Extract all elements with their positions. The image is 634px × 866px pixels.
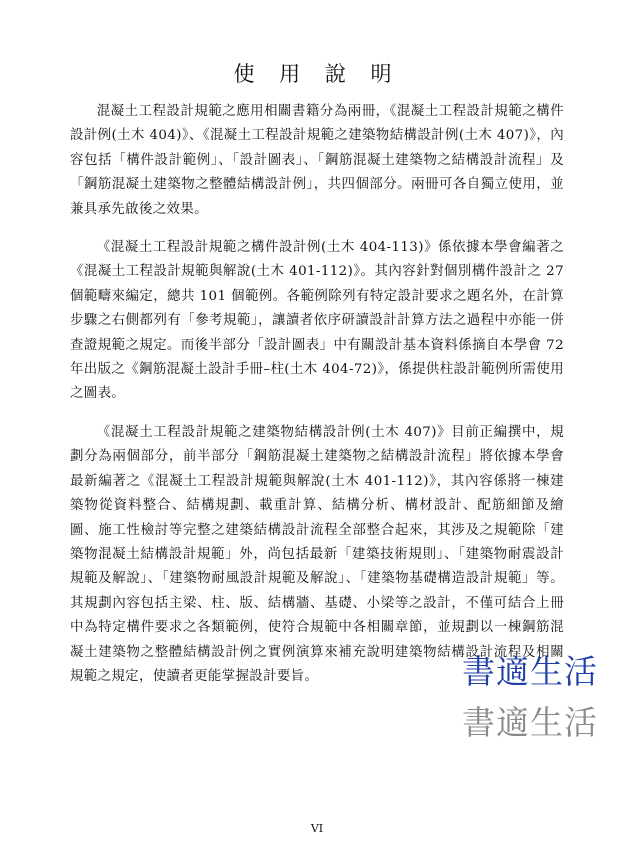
body-text	[70, 100, 564, 703]
page-number: VI	[310, 822, 324, 835]
paragraph-2: 《混凝土工程設計規範之構件設計例(土木 404-113)》係依據本學會編著之《混凝土工程設計規範與解說(土木 401-112)》。其內容針對個別構件設計之 27 個範疇來編定，總共 101 個範例。各範例除列有特定設計要求之題名外，在計算步驟之右側都列有「參考規範」，讓讀者依序研讀設計計算方法之過程中亦能一併查證規範之規定。而後半部分「設計圖表」中有關設計基本資料係摘自本學會 72 年出版之《鋼筋混凝土設計手冊–柱(土木 404-72)》，係提供柱設計範例所需使用之圖表。	[70, 240, 564, 402]
watermark-blue: 書適生活	[462, 652, 598, 691]
paragraph-3: 《混凝土工程設計規範之建築物結構設計例(土木 407)》目前正編撰中，規劃分為兩個部分，前半部分「鋼筋混凝土建築物之結構設計流程」將依據本學會最新編著之《混凝土工程設計規範與解說(土木 401-112)》，其內容係將一棟建築物從資料整合、結構規劃、載重計算、結構分析、構材設計、配筋細節及繪圖、施工性檢討等完整之建築結構設計流程全部整合起來，其涉及之規範除「建築物混凝土結構設計規範」外，尚包括最新「建築技術規則」、「建築物耐震設計規範及解說」、「建築物耐風設計規範及解說」、「建築物基礎構造設計規範」等。其規劃內容包括主梁、柱、版、結構牆、基礎、小梁等之設計，不僅可結合上冊中為特定構件要求之各類範例，使符合規範中各相關章節，並規劃以一棟鋼筋混凝土建築物之整體結構設計例之實例演算來補充說明建築物結構設計流程及相關規範之規定，使讀者更能掌握設計要旨。	[70, 424, 564, 684]
page-title: 使 用 說 明	[233, 62, 401, 86]
paragraph-1: 混凝土工程設計規範之應用相關書籍分為兩冊，《混凝土工程設計規範之構件設計例(土木 404)》、《混凝土工程設計規範之建築物結構設計例(土木 407)》，內容包括「構件設計範例」、「設計圖表」、「鋼筋混凝土建築物之結構設計流程」及「鋼筋混凝土建築物之整體結構設計例」，共四個部分。兩冊可各自獨立使用，並兼具承先啟後之效果。	[70, 104, 564, 217]
watermark-gray: 書適生活	[462, 703, 598, 742]
